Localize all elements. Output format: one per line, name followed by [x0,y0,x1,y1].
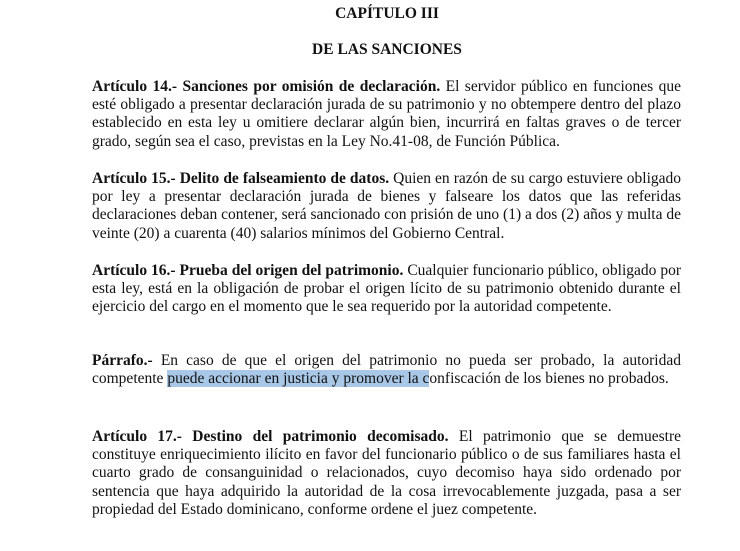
paragraph-text-after: onfiscación de los bienes no probados. [429,370,669,388]
article-15-label: Artículo 15.- Delito de falseamiento de datos. [92,170,390,187]
paragraph-label: Párrafo.- [92,352,153,369]
chapter-title: CAPÍTULO III [335,5,439,22]
article-14-label: Artículo 14.- Sanciones por omisión de declaración. [92,78,441,95]
article-16-label: Artículo 16.- Prueba del origen del patrimonio. [92,262,404,279]
article-16-text: Cualquier funcionario público, obligado por esta ley, está en la obligación de probar el origen lícito de su patrimonio obtenido durante el ejercicio del cargo en el momento que le sea requerido por la autoridad competente. [92,262,681,316]
article-17-label: Artículo 17.- Destino del patrimonio decomisado. [92,428,449,445]
article-15-text: Quien en razón de su cargo estuviere obligado por ley a presentar declaración jurada de bienes y falseare los datos que las referidas declaraciones deban contener, será sancionado con prisión de uno (1) a dos (2) años y multa de veinte (20) a cuarenta (40) salarios mínimos del Gobierno Central. [92,170,682,242]
article-14-text: El servidor público en funciones que esté obligado a presentar declaración jurada de su patrimonio y no obtempere dentro del plazo establecido en esta ley u omitiere declarar algún bien, incurrirá en faltas graves o de tercer grado, según sea el caso, previstas en la Ley No.41-08, de Función Pública. [92,78,681,150]
article-17 [92,428,681,519]
article-15 [92,170,681,243]
article-14 [92,78,681,151]
chapter-subtitle: DE LAS SANCIONES [312,41,462,58]
selected-text-highlight[interactable]: puede accionar en justicia y promover la c [167,370,430,388]
article-17-text: El patrimonio que se demuestre constituye enriquecimiento ilícito en favor del funcionario público o de sus familiares hasta el cuarto grado de consanguinidad o relacionados, cuyo decomiso haya sido ordenado por sentencia que haya adquirido la autoridad de la cosa irrevocablemente juzgada, pasa a ser propiedad del Estado dominicano, conforme ordene el juez competente. [92,428,681,518]
article-16 [92,262,681,317]
paragraph-text-before: En caso de que el origen del patrimonio no pueda ser probado, la autoridad competente [92,352,681,388]
paragraph-clause [92,352,681,388]
